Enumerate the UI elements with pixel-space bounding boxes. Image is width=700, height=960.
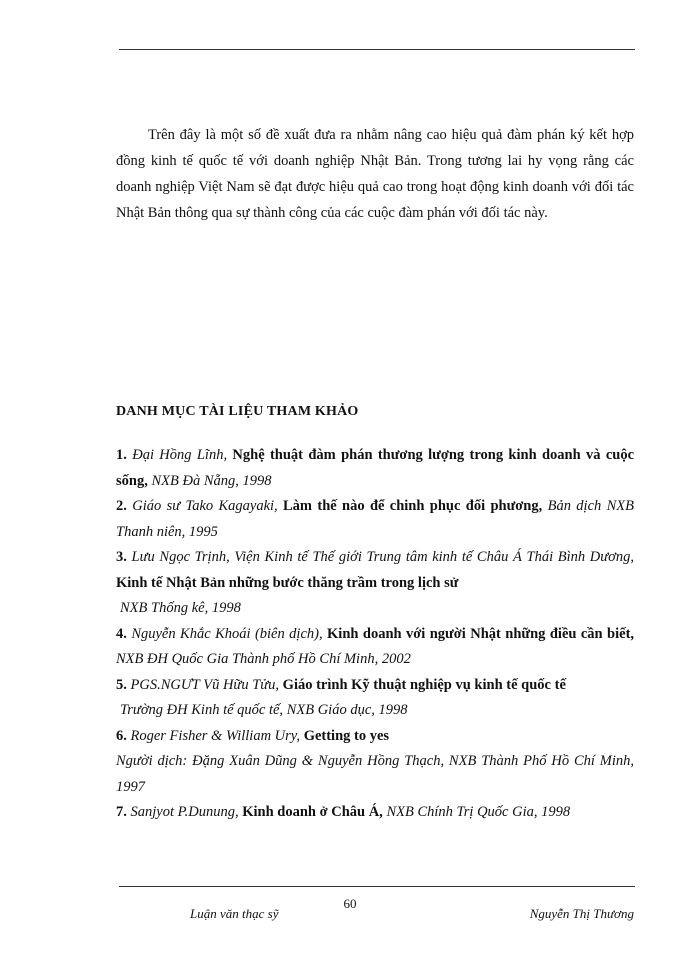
reference-item-4 [116,622,634,673]
references-heading: DANH MỤC TÀI LIỆU THAM KHẢO [116,404,359,419]
reference-item-1 [116,443,634,494]
reference-publisher: NXB Đà Nẵng, 1998 [151,472,272,489]
reference-number: 7. [116,804,127,820]
reference-title: Getting to yes [303,727,390,744]
reference-item-7 [116,800,634,826]
reference-publisher: Người dịch: Đặng Xuân Dũng & Nguyễn Hồng Thạch, NXB Thành Phố Hồ Chí Minh, 1997 [116,753,634,795]
reference-title: Kinh doanh với người Nhật những điều cần biết, [327,625,635,642]
reference-author: Nguyễn Khắc Khoái (biên dịch), [131,625,323,642]
reference-publisher: NXB Chính Trị Quốc Gia, 1998 [386,804,571,820]
body-paragraph: Trên đây là một số đề xuất đưa ra nhằm nâng cao hiệu quả đàm phán ký kết hợp đồng kinh tế quốc tế với doanh nghiệp Nhật Bản. Trong tương lai hy vọng rằng các doanh nghiệp Việt Nam sẽ đạt được hiệu quả cao trong hoạt động kinh doanh với đối tác Nhật Bản thông qua sự thành công của các cuộc đàm phán với đối tác này. [116,126,634,221]
reference-title: Làm thế nào để chinh phục đối phương, [283,498,543,514]
reference-number: 3. [116,549,127,565]
reference-number: 5. [116,676,127,693]
reference-author: Roger Fisher & William Ury, [130,727,301,744]
reference-number: 6. [116,727,127,744]
reference-author: Giáo sư Tako Kagayaki, [132,498,278,514]
footer-author-name: Nguyễn Thị Thương [529,906,634,921]
reference-item-6 [116,724,634,801]
reference-publisher: NXB Thống kê, 1998 [120,600,241,616]
reference-publisher: NXB ĐH Quốc Gia Thành phố Hồ Chí Minh, 2002 [116,651,411,667]
reference-title: Giáo trình Kỹ thuật nghiệp vụ kinh tế quốc tế [282,676,566,693]
footer-rule [119,886,635,887]
reference-item-5 [116,673,634,724]
reference-author: PGS.NGƯT Vũ Hữu Tửu, [130,676,280,693]
references-list [116,443,634,826]
reference-title: Kinh doanh ở Châu Á, [242,804,383,820]
reference-title: Nghệ thuật đàm phán thương lượng trong kinh doanh và cuộc sống, [116,447,635,489]
reference-item-3 [116,545,634,622]
reference-number: 4. [116,625,127,642]
reference-number: 1. [116,447,127,463]
page-number: 60 [343,896,357,911]
reference-publisher: Trường ĐH Kinh tế quốc tế, NXB Giáo dục, 1998 [120,702,408,718]
reference-author: Đại Hồng Lĩnh, [132,447,228,463]
header-rule [119,49,635,50]
footer-thesis-label: Luận văn thạc sỹ [190,906,279,921]
reference-publisher: Bản dịch NXB Thanh niên, 1995 [116,498,634,540]
reference-author: Lưu Ngọc Trịnh, Viện Kinh tế Thế giới Trung tâm kinh tế Châu Á Thái Bình Dương, [131,549,635,565]
reference-item-2 [116,494,634,545]
reference-number: 2. [116,498,127,514]
reference-title: Kinh tế Nhật Bản những bước thăng trầm trong lịch sử [116,574,459,591]
reference-author: Sanjyot P.Dunung, [130,804,239,820]
